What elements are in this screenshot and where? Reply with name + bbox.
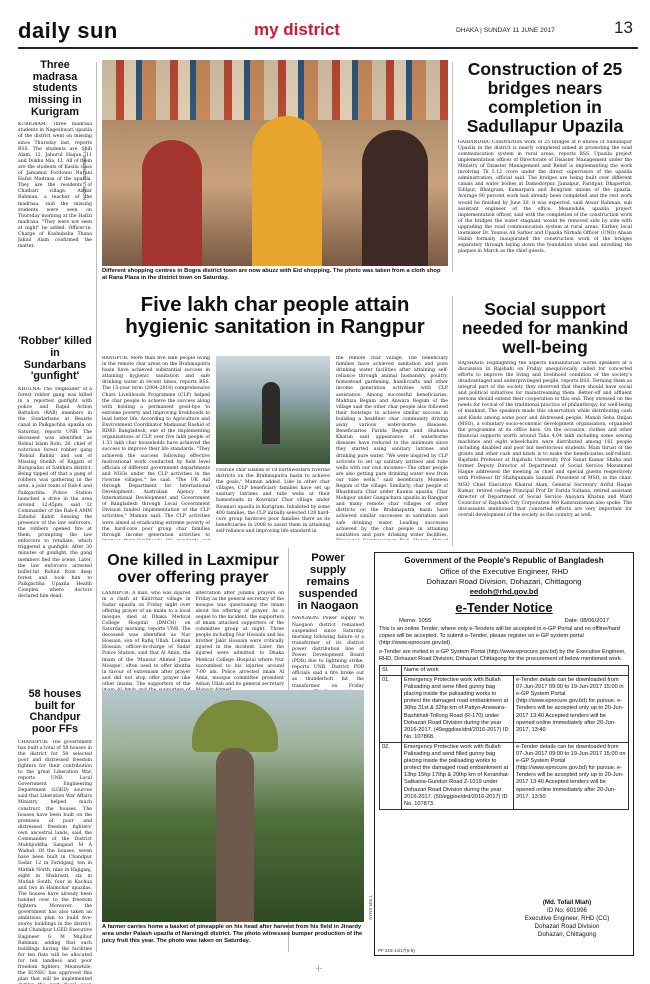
lead-body-col2: [216, 468, 330, 540]
memo-date: Date: 08/06/2017: [564, 618, 609, 624]
section-title: my district: [254, 20, 340, 39]
story-body: CHANDPUR: The government has built a total of 58 houses in the district for 58 selected poor and distressed freedom fighters for their contribution to the great Liberation War, reports UNB. Local Government Engineering Department (LGED) sources said that Liberation War Affairs Ministry helped much construct the houses. The houses have been built on the premises of poor and distressed freedom fighters' own ancestral lands, said the Commander of the District Muktijoddha Sangsad M A Wadud. Of the houses, seven have been built in Chandpur Sadar, 12 in Faridganj, ten in Matlab North, nine in Hajiganj, eight in Shahrasti, six in Matlab South, four in Kachua and two in Haimchar upazilas. The houses have already been handed over to the freedom fighters. Moreover, the government has also taken an ambitious plan to build five-storey buildings in the district, said Chandpur LGED Executive Engineer G M Mujibur Rahman, adding that such buildings having the facilities for ten flats will be allocated for ten landless and poor freedom fighters. Meanwhile, the ECNEC has approved this plan that will be implemented: [18, 739, 92, 983]
photo-customer: [362, 130, 428, 266]
photo-farmer: [216, 748, 254, 922]
tender-code: PF 216-14/17(6-5): [378, 948, 415, 953]
sign-title: Executive Engineer, RHD (CC): [524, 915, 610, 922]
table-header-row: [380, 666, 629, 676]
tender-notice: [374, 552, 634, 956]
sign-id: ID No: 601996: [547, 907, 587, 914]
masthead-rule: [18, 47, 638, 49]
story-headline: Power supply remains suspended in Naogaon: [297, 552, 359, 613]
story-headline: Construction of 25 bridges nears completion in Sadullapur Upazila: [466, 59, 624, 136]
lead-text: riverine char islands of 10 northwestern riverine districts on the Brahmaputra basin to achieve the goals," Mamun added. Like in other char villages, CLP beneficiary families have set up sanitary latrines and tube wells at their homesteads in Kownizar Char village under Roumari upazila in Kurigram. Inhabited by some 400 families, the CLP initially selected 128 hard-core group hardcore poor families there as its beneficiaries in 2008 to assist them in attaining self-reliance and improving life standard in: [216, 468, 330, 534]
footer-mark: -|-: [316, 966, 322, 972]
division-line: Dohazari Road Division, Dohazari, Chittagong: [426, 577, 582, 586]
lead-body: [102, 356, 448, 542]
photo-credit: NOORUL ISLAM BABLU: [82, 150, 87, 200]
col-name: Name of work: [402, 666, 629, 676]
row-work: Emergency Protective work with Bullah Palisading and send filled gunny bag placing inside the palisading works to protect the damaged road embankment at 13hp 15hp 17thp & 20thp km of Keranihat-Satkania-Gunduri Road Z-1019 under Dohazari Road Division during the year 2016-2017. (50/egg/ee/drd/2016-2017) ID No. 107873.: [402, 742, 514, 809]
story-body: NAOGAON: Power supply to Naogaon district remained suspended since Saturday morning following failure of a transformer of its district power distribution line of Power Development Board (PDB) due to lightning strike, reports UNB. District PDB officials said a fire broke out as thunderbolt hit the transformer on Friday: [292, 616, 364, 689]
left-column: [18, 60, 92, 984]
row-work: Emergency Protective work with Bullah Palisading and sene filled gunny bag placing inside the palisading works to protect the damaged road embankment at 30hp 31st & 32hp km of Patiye-Anowara-Bashkhali-Tollong Road (R-170) under Dohazari Road Division during the year 2016-2017. (49eggdise/drd/2016-2017) ID No. 107868.: [402, 676, 514, 743]
story-text: LAXMIPUR: A man, who was injured in a clash at Kalirchar village in Sadar upazila on Friday night over offering prayer of an imam to a local mosque, died at Dhaka Medical College Hospital (DMCH) on Saturday morning, reports UNB. The deceased was identified as Nur Hossain, son of Rafiq Ullah. Lokman Hossain, officer-in-charge of Sadar Police Station, said that Al Amin, the imam of the 'Munsur Ahmed Jame Mosque', often used to offer khutba in favour of extremism after prayer and did not stop offer prayer like other imams. The supporters of the altercation after Jummu prayers on Friday as the general secretary of the mosque was questioning the imam about his offering of prayer. As a sequel to the incident, the supporters of imam attacked supporters of the committee group at night. Three people including Nur Hossain and his brother Jakir Hossain were critically injured in the incident. Later, the injured were admitted to Dhaka Medical College Hospital where Nur succumbed to his injuries around 7:00 am. Police arrested imam Al Amin, mosque committee president Ashan Ullah and its general secretary: [102, 590, 284, 687]
memo-row: [379, 618, 629, 624]
story-body: GAIBANDHA: Construction work of 25 bridges at 6 unions of Sadullapur Upazila in the district is nearly completed aimed at promoting the road communication system in rural areas, reports BSS. Upazila project implementation officer of Directorate of Disaster Management under the Ministry of Disaster Management and Relief is implementing the work involving Tk 5.12 crore under the direct supervision of the upazila administration, official said. The bridges are being built over different canals and water bodies at Damodorpur, Jamalpur, Faridpur, Dhaperhat, Edilpur, Bhatgram, Kamarpara and Bongram unions of the upazila. Average 90 percent work had already been completed and the rest work would be finished by June 30, it was expected, said Atwar Rahman, sub assistant engineer of the office. Meanwhile, upazila project implementation officer, said with the completion of the construction work of the bridges the water stagnant would be removed side by side with upgrading the road communication system at rural areas. Earlier, local lawmaker Dr. Younus Ali Sarker and Upazila Nirbahi Officer (UNO) Ahsan Habib formally inaugurated the construction work of the bridges separately through laying down the foundation stone and unveiling the plaques in March as the chief guests.: [458, 139, 632, 255]
table-row: [380, 676, 629, 743]
office-line: Office of the Executive Engineer, RHD: [439, 567, 569, 576]
lead-headline: Five lakh char people attain hygienic sanitation in Rangpur: [125, 293, 425, 339]
row-sl: 02.: [380, 742, 402, 809]
pineapple-photo: [102, 690, 364, 922]
photo-figure: [262, 382, 280, 444]
story-headline: Social support needed for mankind well-being: [461, 299, 629, 357]
signature-block: [507, 899, 627, 939]
lead-text: RANGPUR: More than five lakh people living in the remote char areas on the Brahmaputra basin have achieved substantial success in attaining hygienic sanitation and safe drinking water in recent times, reports BSS. The 15-year term (2004-2018) comprehensive Chars Livelihoods Programme (CLP) helped the char people to achieve the success along with holding a permanent good-bye to extreme poverty and improving livelihoods to lead better life. According to Agriculture and Environment Coordinator Mamunur Rashid of RDRS Bangladesh, one of the implementing organisations of CLP, over five lakh people of 1.53 lakh char households have achieved the success to improve their life standards. "They achieved the success following effective motivational work conducted by field level officials of different government departments and NGOs under the CLP activities in the riverine villages," he said. "The UK Aid through Department for International Development, Australian Agency for International Development and Government of Bangladesh through Local Government Division funded implementation of the CLP activities," Mamun said. The CLP activities were aimed at eradicating extreme poverty of the hard-core poor group char families through income generation activities to: [102, 356, 210, 538]
riverine-photo: [216, 356, 330, 464]
story-body: KURIGRAM: Three madrasa students in Nageshwari upazila of the district went on missing since Thursday last, reports BSS. The students are Shih Alam, 12, Jahurul Haque, 11 and Dukhu Mia, 11. All of them are the students of Kasilu class of Jamamul Fordowsi Nurani Hafizi Madrasa of the upazila. They are the residents of Chatbari village. Azizar Rahman, a teacher of the madrasa, said the missing students were seen on Thursday morning at the Hafizi madrasa. "They were not seen at night" he added. Officer-in-Charge of Kashubaba Thana Jakiul Alam confirmed the matter.: [18, 122, 92, 250]
dateline: DHAKA | SUNDAY 11 JUNE 2017: [456, 27, 555, 34]
laxmipur-story: [102, 552, 284, 703]
column-rule: [96, 62, 97, 952]
story-headline: One killed in Laxmipur over offering prayer: [107, 552, 279, 587]
lead-body-col1: [102, 356, 210, 540]
email-link[interactable]: eedoh@rhd.gov.bd: [469, 587, 539, 596]
bridges-story: [458, 60, 632, 298]
photo-basket: [192, 700, 278, 752]
tender-table: [379, 665, 629, 810]
memo-number: Memo: 1055: [399, 618, 432, 624]
table-row: [380, 742, 629, 809]
column-rule: [452, 296, 453, 546]
story-body: KHULNA: The 'ringleader' of a forest robber gang was killed in a reported gunfight with police and Rapid Action Battalion (RAB) members in the Sundarbans at Beaiste canal in Paikgachha upazila on Saturday, reports UNB. The deceased was identified as Robiul Islam Robi, 26, chief of notorious forest robber gang 'Robiul Bahini' and son of Missing Sheikh of Rajgati of Burigoalini of Satkhira district. Being tipped off that a gang of robbers was gathering in the area, a joint team of Rab-6 and Paikgachha Police Station launched a drive in the area around 12:45pm, said Lt Commander of the Rab-6 AMM Zahidul Kabir. Sensing the presence of the law enforcers, the robbers opened fire at them, prompting the law enforcers to retaliate, which triggered a gunfight. After 30 minutes of gunfight, the gang members fled the scene. Later, the law enforcers arrested bullet-hit Robiul from deep forest and took him to Paikgachha Upazila Health Complex where doctors declared him dead.: [18, 386, 92, 600]
gov-title: Government of the People's Republic of Bangladesh: [404, 556, 604, 565]
photo-caption: Different shopping centres in Bogra district town are now abuzz with Eid shopping. The photo was taken from a cloth shop at Rana Plaza in the district town on Saturday.: [102, 268, 441, 281]
social-story: [458, 300, 632, 539]
row-sl: 01.: [380, 676, 402, 743]
story-body: [102, 591, 284, 703]
shop-photo: [102, 60, 448, 266]
row-terms: e-Tender details can be downloaded from 07-Jun-2017 09:00 to 19-Jun-2017 15:00 on e-GP System Portal (http://www.eprocure.gov.bd) for pursue. e-Tenders will be accepted only up to 20-Jun-2017 13:40 Accepted tenders will be opened online immediately after 20-Jun-2017, 13:50: [514, 742, 629, 809]
col-sl: Sl.: [380, 666, 402, 676]
tender-intro-2: e-Tender are invited in e-GP System Portal (http://www.eprocure.gov.bd) by the Executive Engineer, RHD, Dohazari Road Division, Dohazari Chittagong for the procurement of below mentioned work.: [379, 648, 626, 662]
photo-caption: A farmer carries home a basket of pineapple on his head after harvest from his field in Jinardy area under Palash upazila of Narsingdi district. The photo witnesses bumper production of the juicy fruit this year. The photo was taken on Saturday.: [102, 924, 363, 944]
photo-credit: SYNS MALL: [368, 894, 373, 920]
photo-customer: [252, 116, 322, 266]
paper-name: daily sun: [18, 18, 118, 43]
sign-division: Dohazari Road Division: [534, 923, 600, 930]
sign-place: Dohazari, Chittagong: [537, 931, 597, 938]
lead-text: the remote char village. The beneficiary families have achieved sanitation and pure drinking water facilities after attaining self-reliance through animal husbandry, poultry, homestead gardening, handicrafts and other income generation activities with CLP assistance. Among successful beneficiaries, Mahfuza Begum and Anwara Begum of the village said the other char people also followed their footsteps to achieve similar success in building a healthier char community driving away various water-borne diseases. Beneficiaries Farida Begum and Shahana Khatun said appearance of waterborne diseases have reduced to the minimum since they started using sanitary latrines and drinking pure water. "We were inspired by CLP activists to set up sanitary latrines and tube wells with our own incomes—The other people are also getting pure drinking water now from our tube wells," said beneficiary Momeen Begum of the village. Similarly, char people of Bhushmara Char under Kaunia upazila, Char Mohipur under Gangachara upazila in Rangpur and many remote char villages of other districts on the Brahmaputra basin have achieved similar successes in sanitation and safe drinking water. Leading successes achieved by the char people in attaining sanitation and pure drinking water facilities,: [336, 356, 448, 538]
tender-intro: This is an online Tender, where only e-Tenders will be accepted in e-GP Portal and no offline/hard copies will be accepted. To submit e-Tender, please register on e-GP system portal (http://www.eprocure.gov.bd): [379, 626, 620, 647]
story-headline: 'Robber' killed in Sundarbans 'gunfight': [18, 335, 92, 383]
story-headline: 58 houses built for Chandpur poor FFs: [28, 687, 82, 735]
page-number: 13: [614, 18, 633, 37]
sign-name: (Md. Tofail Miah): [542, 899, 592, 906]
lead-body-col3: [336, 356, 448, 540]
story-body: RAJSHAHI: Highlighting the aspects humanitarian works speakers at a discussion in Rajshahi on Friday unequivocally called for concerted efforts to improve the living and livelihood condition of the society's disadvantaged and underprivileged people, reports BSS. Terming them as integral part of the society they observed that there should have social and political initiatives for mainstreaming them. Better-off and affluent persons should extend their cooperation to this end. They stressed on the needs for revival of the traditional practice of philanthropy for well-being of mankind. The speakers made this observation while distributing cash and Kinds among some poor and distressed people. Manob Seba Onijan (MSO), a voluntary socio-economic development organisation, organised the programme at its office here. On the occasion, clothes and other financial supports worth around Taka 4.04 lakh including some sewing machines and eight wheelchairs were distributed among 161 people including disabled and poor but meritorious students. Main thrust of the grants and other cash and kinds is to make the beneficiaries self-reliant. Rajshahi Professor at Rajshahi University Prof Sanat Kumar Shaha and former Deputy Director of Department of Social Service Mozammel Haque addressed the meeting as chief and special guests respectively with Professor Dr Shafiqunnabi Samadi, President of MSO, in the chair. MSO Chief Executive Khairul Alam, General Secretary Ariful Haque Kumar, retired college Principal Prof Dr Farida Sultana, retired assistant director of Department of Social Service Anoyara Khatun and Ward Councilor of Rajshahi City Corporation Md Kamruzzaman also spoke. The discussants mentioned that concerted efforts are very important for overall development of the society as the country as well.: [458, 360, 632, 519]
row-terms: e-Tender details can be downloaded from 07-Jun-2017 09:00 to 19-Jun-2017 15:00 in e-GP System Portal (http://www.eprocure.gov.bd) for pursue. e-Tenders will be accepted only up to 20-Jun-2017 13:40 Accepted tenders will be opened online immediately after 20-Jun-2017, 13:40: [514, 676, 629, 743]
notice-title: e-Tender Notice: [455, 600, 553, 615]
column-rule: [452, 62, 453, 272]
story-headline: Three madrasa students missing in Kurigram: [28, 59, 82, 118]
photo-customer: [142, 140, 202, 266]
masthead: [18, 12, 638, 52]
photo-shelves: [102, 60, 448, 120]
